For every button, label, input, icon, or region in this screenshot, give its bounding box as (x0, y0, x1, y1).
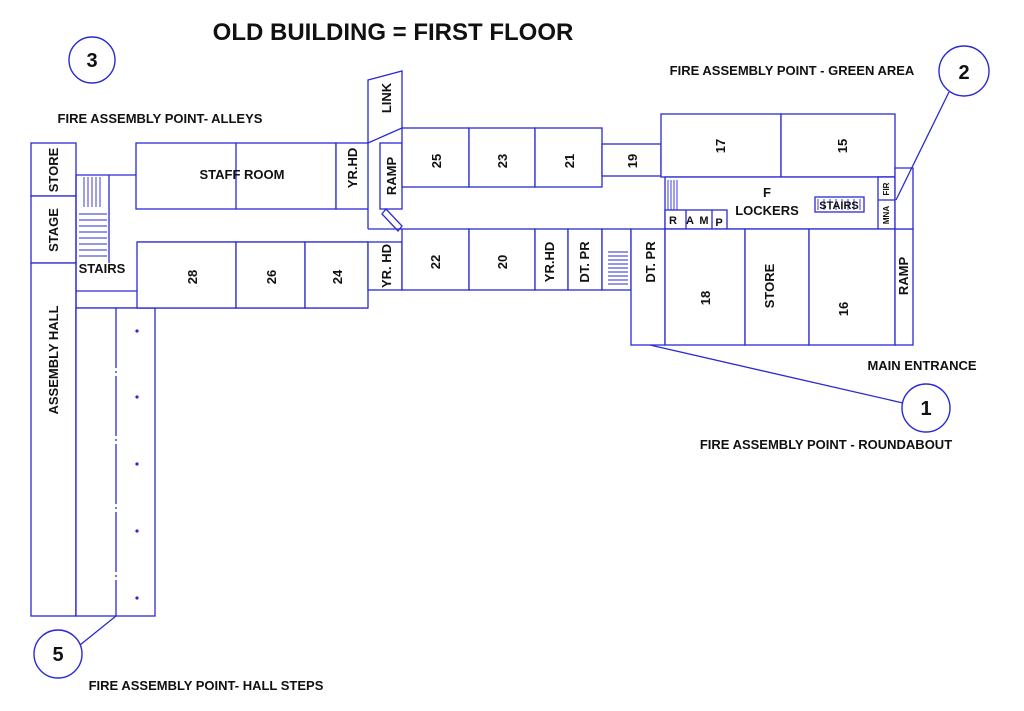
room-yrhd-mid-label: YR.HD (542, 241, 557, 283)
plan-title: OLD BUILDING = FIRST FLOOR (212, 19, 574, 46)
room-dtpr-1-label: DT. PR (577, 241, 592, 283)
assembly-point-1-label: FIRE ASSEMBLY POINT - ROUNDABOUT (699, 437, 953, 452)
room-24-label: 24 (330, 269, 345, 285)
link-label: LINK (379, 82, 394, 114)
stairs-right-label: STAIRS (819, 200, 859, 212)
room-assembly-hall-label: ASSEMBLY HALL (46, 305, 61, 415)
room-16[interactable] (809, 229, 895, 345)
room-staff-room-label: STAFF ROOM (199, 167, 285, 182)
room-21-label: 21 (562, 153, 577, 169)
ramp-right-label: RAMP (896, 256, 911, 296)
stairs-left-label: STAIRS (78, 261, 126, 276)
room-store-right[interactable] (745, 229, 809, 345)
assembly-point-3-number: 3 (86, 50, 98, 72)
room-yrhd-top-label: YR.HD (345, 147, 360, 189)
f-label: F (763, 185, 771, 200)
ramp-letter: R (669, 215, 677, 227)
room-23-label: 23 (495, 153, 510, 169)
assembly-point-5-number: 5 (52, 644, 64, 666)
room-17-label: 17 (713, 138, 728, 154)
marker-dot (135, 596, 138, 599)
room-20-label: 20 (495, 254, 510, 270)
ramp-letter: A (686, 215, 694, 227)
assembly-point-1-leader (650, 345, 903, 403)
assembly-point-5-label: FIRE ASSEMBLY POINT- HALL STEPS (88, 678, 324, 693)
stairwell-middle (602, 229, 631, 290)
room-dtpr-2-label: DT. PR (643, 241, 658, 283)
fir-label: FIR (882, 182, 891, 196)
room-28-label: 28 (185, 269, 200, 285)
assembly-point-5-leader (80, 616, 116, 645)
room-25-label: 25 (429, 153, 444, 169)
ramp-letter: M (699, 215, 709, 227)
room-yrhd-bottom-label: YR. HD (379, 243, 394, 289)
mna-label: MNA (882, 205, 891, 225)
assembly-point-2-label: FIRE ASSEMBLY POINT - GREEN AREA (669, 63, 915, 78)
marker-dot (135, 329, 138, 332)
room-26-label: 26 (264, 269, 279, 285)
room-18-label: 18 (698, 290, 713, 306)
assembly-point-3-label: FIRE ASSEMBLY POINT- ALLEYS (57, 111, 263, 126)
stairs-left-icon (79, 177, 107, 256)
room-22-label: 22 (428, 254, 443, 270)
room-store-right-label: STORE (762, 263, 777, 309)
marker-dot (135, 462, 138, 465)
entrance-landing (895, 168, 913, 229)
lockers-label: LOCKERS (735, 203, 799, 218)
assembly-point-2-leader (896, 92, 949, 200)
assembly-point-1-number: 1 (920, 398, 932, 420)
room-store-left-label: STORE (46, 147, 61, 193)
main-entrance-label: MAIN ENTRANCE (867, 358, 977, 373)
marker-dot (135, 529, 138, 532)
room-15-label: 15 (835, 138, 850, 154)
room-18[interactable] (665, 229, 745, 345)
assembly-point-2-number: 2 (958, 62, 970, 84)
ramp-middle-label: RAMP (384, 156, 399, 196)
room-stage-label: STAGE (46, 208, 61, 252)
marker-dot (135, 395, 138, 398)
door-symbol (382, 209, 402, 231)
room-16-label: 16 (836, 301, 851, 317)
ramp-letter: P (715, 217, 723, 229)
room-19-label: 19 (625, 153, 640, 169)
